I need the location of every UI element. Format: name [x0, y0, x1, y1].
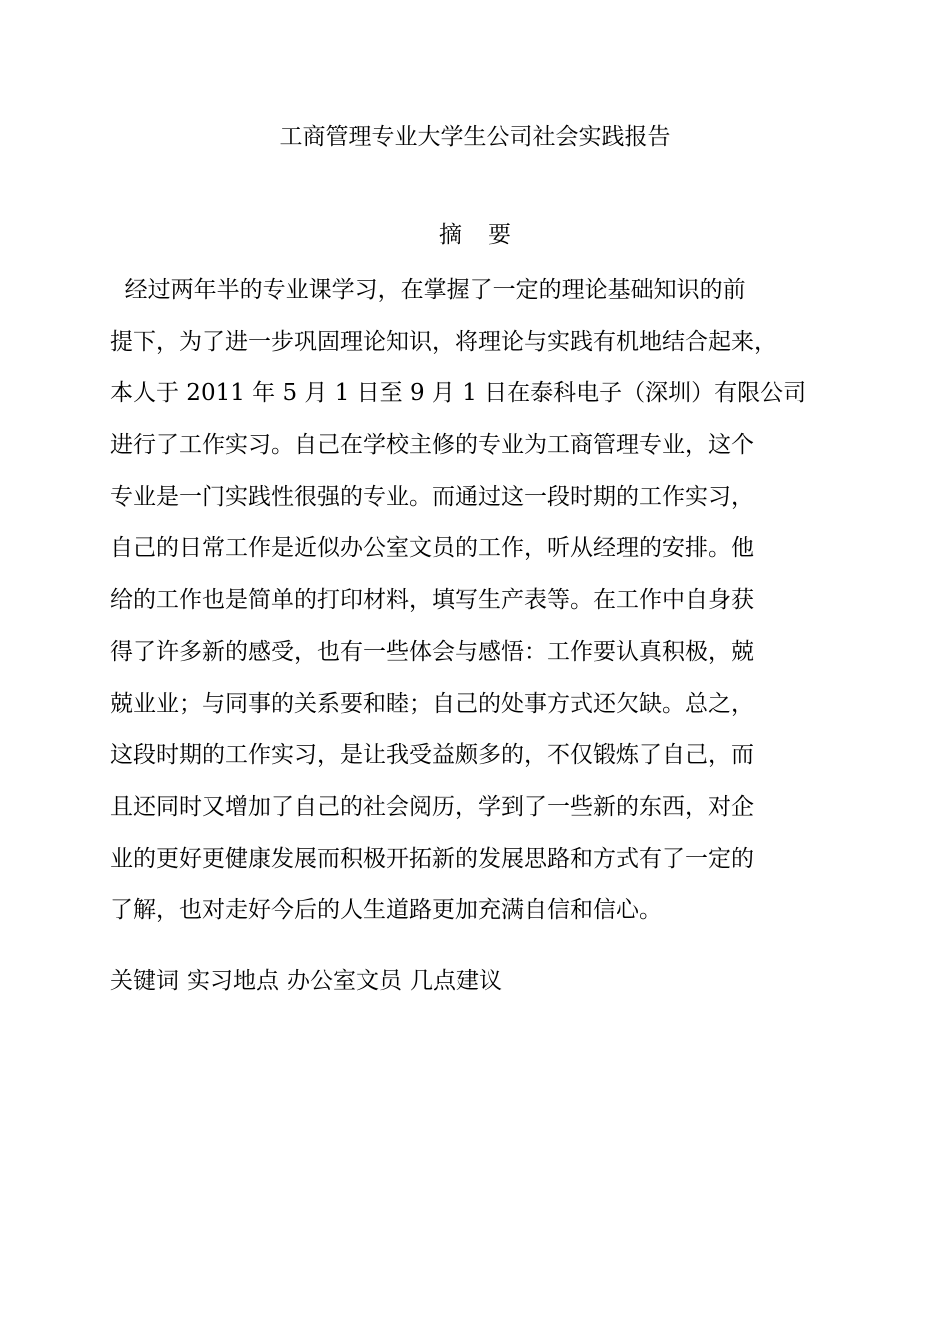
abstract-line: 进行了工作实习。自己在学校主修的专业为工商管理专业，这个: [110, 432, 754, 459]
abstract-line: 兢业业；与同事的关系要和睦；自己的处事方式还欠缺。总之，: [110, 690, 754, 717]
abstract-line: 业的更好更健康发展而积极开拓新的发展思路和方式有了一定的: [110, 845, 754, 872]
keyword: 实习地点: [187, 968, 279, 994]
abstract-line: 提下，为了进一步巩固理论知识，将理论与实践有机地结合起来，: [110, 328, 777, 355]
abstract-body: [110, 265, 850, 937]
keyword: 办公室文员: [287, 968, 402, 994]
abstract-line: 给的工作也是简单的打印材料，填写生产表等。在工作中自身获: [110, 587, 754, 614]
document-title: 工商管理专业大学生公司社会实践报告: [279, 124, 671, 150]
abstract-line: 专业是一门实践性很强的专业。而通过这一段时期的工作实习，: [110, 483, 754, 510]
abstract-line: 经过两年半的专业课学习，在掌握了一定的理论基础知识的前: [110, 277, 746, 303]
abstract-heading: 摘要: [439, 222, 537, 248]
abstract-line: 了解，也对走好今后的人生道路更加充满自信和信心。: [110, 897, 662, 924]
keyword: 几点建议: [410, 968, 502, 994]
abstract-line: 得了许多新的感受，也有一些体会与感悟：工作要认真积极，兢: [110, 638, 754, 665]
keywords-label: 关键词: [110, 968, 179, 994]
abstract-line: 本人于 2011 年 5 月 1 日至 9 月 1 日在泰科电子（深圳）有限公司: [110, 380, 807, 407]
abstract-line: 且还同时又增加了自己的社会阅历，学到了一些新的东西，对企: [110, 793, 754, 820]
abstract-line: 自己的日常工作是近似办公室文员的工作，听从经理的安排。他: [110, 535, 754, 562]
abstract-line: 这段时期的工作实习，是让我受益颇多的，不仅锻炼了自己，而: [110, 742, 754, 769]
keywords-line: [110, 958, 510, 1004]
